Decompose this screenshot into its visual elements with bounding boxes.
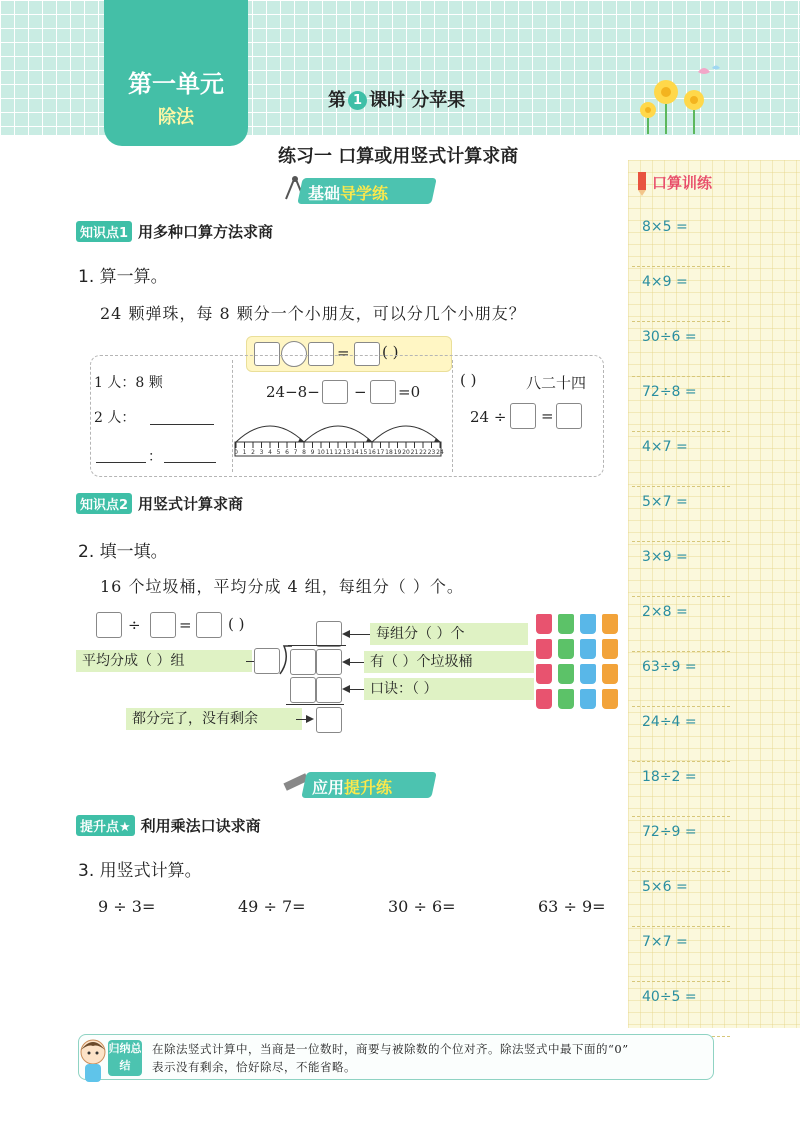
product-box[interactable]: [290, 677, 316, 703]
unit-paren[interactable]: ( ): [382, 343, 399, 361]
ruler-label: 3: [259, 449, 264, 456]
equals-sign: =: [541, 407, 554, 425]
answer-box[interactable]: [322, 380, 348, 404]
trash-bin-icon: [602, 614, 618, 634]
question-2-text: 16 个垃圾桶，平均分成 4 组，每组分（ ）个。: [100, 577, 464, 596]
advanced-point-badge: 提升点★: [76, 815, 135, 836]
multiplication-paren[interactable]: ( ): [460, 371, 477, 389]
calculation-item: 63 ÷ 9=: [538, 897, 606, 916]
method-list-row-2: 2 人：: [94, 410, 136, 426]
flowers-icon: [628, 62, 738, 134]
mental-math-item[interactable]: 4×7 =: [642, 432, 732, 487]
blank-line[interactable]: [164, 462, 216, 463]
boy-mascot-icon: [78, 1038, 108, 1084]
dividend-box[interactable]: [290, 649, 316, 675]
trash-bin-icon: [602, 689, 618, 709]
summary-text: 在除法竖式计算中，当商是一位数时，商要与被除数的个位对齐。除法竖式中最下面的“0” 表示没有剩余，恰好除尽，不能省略。: [152, 1042, 629, 1074]
division-line: [288, 645, 346, 646]
division-start: 24 ÷: [470, 408, 507, 426]
trash-bin-icon: [558, 614, 574, 634]
ruler-label: 10: [317, 449, 325, 456]
blank-line[interactable]: [150, 424, 214, 425]
equals-sign: =: [179, 616, 192, 634]
colon: ：: [148, 449, 162, 465]
answer-box[interactable]: [510, 403, 536, 429]
trash-bin-icon: [558, 664, 574, 684]
trash-bin-icon: [580, 664, 596, 684]
trash-bin-icon: [602, 639, 618, 659]
unit-tab: [104, 0, 248, 146]
mental-math-item[interactable]: 5×7 =: [642, 487, 732, 542]
unit-subtitle: 除法: [158, 107, 194, 128]
label-no-remainder: 都分完了，没有剩余: [126, 708, 302, 730]
mental-math-item[interactable]: 2×8 =: [642, 597, 732, 652]
divider: [452, 360, 453, 472]
section-banner-basic-text: 基础导学练: [308, 184, 389, 203]
arrow-line: [350, 662, 364, 663]
ruler-label: 21: [410, 449, 419, 456]
ruler-label: 4: [268, 449, 272, 456]
mental-math-item[interactable]: 3×9 =: [642, 542, 732, 597]
mental-math-item[interactable]: 24÷4 =: [642, 707, 732, 762]
division-sign: ÷: [128, 616, 141, 634]
calculation-item: 9 ÷ 3=: [98, 897, 156, 916]
arrow-icon: [306, 715, 314, 723]
ruler-label: 0: [234, 449, 238, 456]
label-rhyme: 口诀：（ ）: [364, 678, 534, 700]
question-3-title: 3. 用竖式计算。: [78, 861, 202, 881]
ruler-label: 20: [402, 449, 410, 456]
arrow-icon: [342, 630, 350, 638]
trash-bin-icon: [536, 689, 552, 709]
quotient-box[interactable]: [316, 621, 342, 647]
question-1-title: 1. 算一算。: [78, 267, 168, 287]
subtraction-line: [286, 704, 344, 705]
pencil-icon: [632, 172, 652, 196]
ruler-label: 17: [376, 449, 385, 456]
minus-sign: −: [354, 383, 367, 401]
answer-box[interactable]: [196, 612, 222, 638]
remainder-box[interactable]: [316, 707, 342, 733]
dividend-box[interactable]: [316, 649, 342, 675]
answer-box[interactable]: [96, 612, 122, 638]
ruler-label: 14: [351, 449, 359, 456]
divisor-box[interactable]: [254, 648, 280, 674]
mental-math-item[interactable]: 4×9 =: [642, 267, 732, 322]
ruler-label: 7: [293, 449, 298, 456]
knowledge-point-badge: 知识点1: [76, 221, 132, 242]
trash-bin-icon: [536, 664, 552, 684]
equals-zero: =0: [398, 383, 421, 401]
sidebar-header: [632, 170, 742, 198]
ruler-label: 9: [310, 449, 315, 456]
mental-math-item[interactable]: 40÷5 =: [642, 982, 732, 1037]
lesson-title: 第 1 课时 分苹果: [328, 90, 466, 111]
subtraction-start: 24−8−: [266, 383, 320, 401]
mental-math-item[interactable]: 63÷9 =: [642, 652, 732, 707]
ruler-label: 19: [393, 449, 402, 456]
label-have-bins: 有（ ）个垃圾桶: [364, 651, 534, 673]
answer-box[interactable]: [150, 612, 176, 638]
trash-bin-icon: [536, 614, 552, 634]
knowledge-point-2: 知识点2 用竖式计算求商: [76, 493, 243, 514]
arrow-line: [350, 634, 370, 635]
number-line: [232, 410, 448, 472]
mental-math-item[interactable]: 7×7 =: [642, 927, 732, 982]
trash-bin-icon: [602, 664, 618, 684]
trash-bin-icon: [536, 639, 552, 659]
product-box[interactable]: [316, 677, 342, 703]
mental-math-item[interactable]: 30÷6 =: [642, 322, 732, 377]
ruler-label: 8: [302, 449, 306, 456]
equals-sign: =: [337, 344, 350, 362]
trash-bin-icon: [558, 689, 574, 709]
mental-math-item[interactable]: 72÷8 =: [642, 377, 732, 432]
multiplication-rhyme: 八二十四: [526, 374, 587, 392]
mental-math-item[interactable]: 72÷9 =: [642, 817, 732, 872]
ruler-label: 16: [368, 449, 376, 456]
ruler-label: 2: [251, 449, 255, 456]
exercise-title: 练习一 口算或用竖式计算求商: [278, 146, 519, 167]
unit-paren[interactable]: ( ): [228, 615, 245, 633]
advanced-point: 提升点★ 利用乘法口诀求商: [76, 815, 261, 836]
label-split-groups: 平均分成（ ）组: [76, 650, 252, 672]
trash-bin-icon: [558, 639, 574, 659]
arrow-line: [350, 689, 364, 690]
question-2-title: 2. 填一填。: [78, 542, 168, 562]
question-1-text: 24 颗弹珠，每 8 颗分一个小朋友，可以分几个小朋友？: [100, 304, 526, 323]
answer-box[interactable]: [370, 380, 396, 404]
trash-bin-icon: [580, 639, 596, 659]
ruler-label: 24: [436, 449, 444, 456]
summary-label: 归纳总结: [108, 1040, 142, 1076]
arrow-icon: [342, 658, 350, 666]
mental-math-item[interactable]: 8×5 =: [642, 212, 732, 267]
mental-math-item[interactable]: 18÷2 =: [642, 762, 732, 817]
ruler-label: 6: [285, 449, 289, 456]
section-banner-advanced-text: 应用提升练: [312, 778, 393, 797]
ruler-label: 15: [359, 449, 368, 456]
method-list-row-1: 1 人：8 颗: [94, 375, 163, 391]
mental-math-item[interactable]: 5×6 =: [642, 872, 732, 927]
trash-bin-icon: [580, 689, 596, 709]
ruler-label: 13: [342, 449, 351, 456]
ruler-label: 11: [325, 449, 334, 456]
trash-bin-icon: [580, 614, 596, 634]
blank-line[interactable]: [96, 462, 146, 463]
answer-box[interactable]: [556, 403, 582, 429]
ruler-label: 23: [427, 449, 436, 456]
sidebar-title: 口算训练: [652, 174, 713, 192]
arrow-icon: [342, 685, 350, 693]
lesson-number-badge: 1: [348, 91, 367, 110]
calculation-item: 30 ÷ 6=: [388, 897, 456, 916]
ruler-label: 18: [385, 449, 393, 456]
knowledge-point-badge: 知识点2: [76, 493, 132, 514]
ruler-label: 22: [419, 449, 427, 456]
ruler-label: 5: [276, 449, 281, 456]
label-per-group: 每组分（ ）个: [370, 623, 528, 645]
unit-title: 第一单元: [128, 70, 224, 98]
calculation-item: 49 ÷ 7=: [238, 897, 306, 916]
ruler-label: 1: [242, 449, 247, 456]
arrow-line: [246, 661, 254, 662]
knowledge-point-1: 知识点1 用多种口算方法求商: [76, 221, 273, 242]
ruler-label: 12: [334, 449, 342, 456]
